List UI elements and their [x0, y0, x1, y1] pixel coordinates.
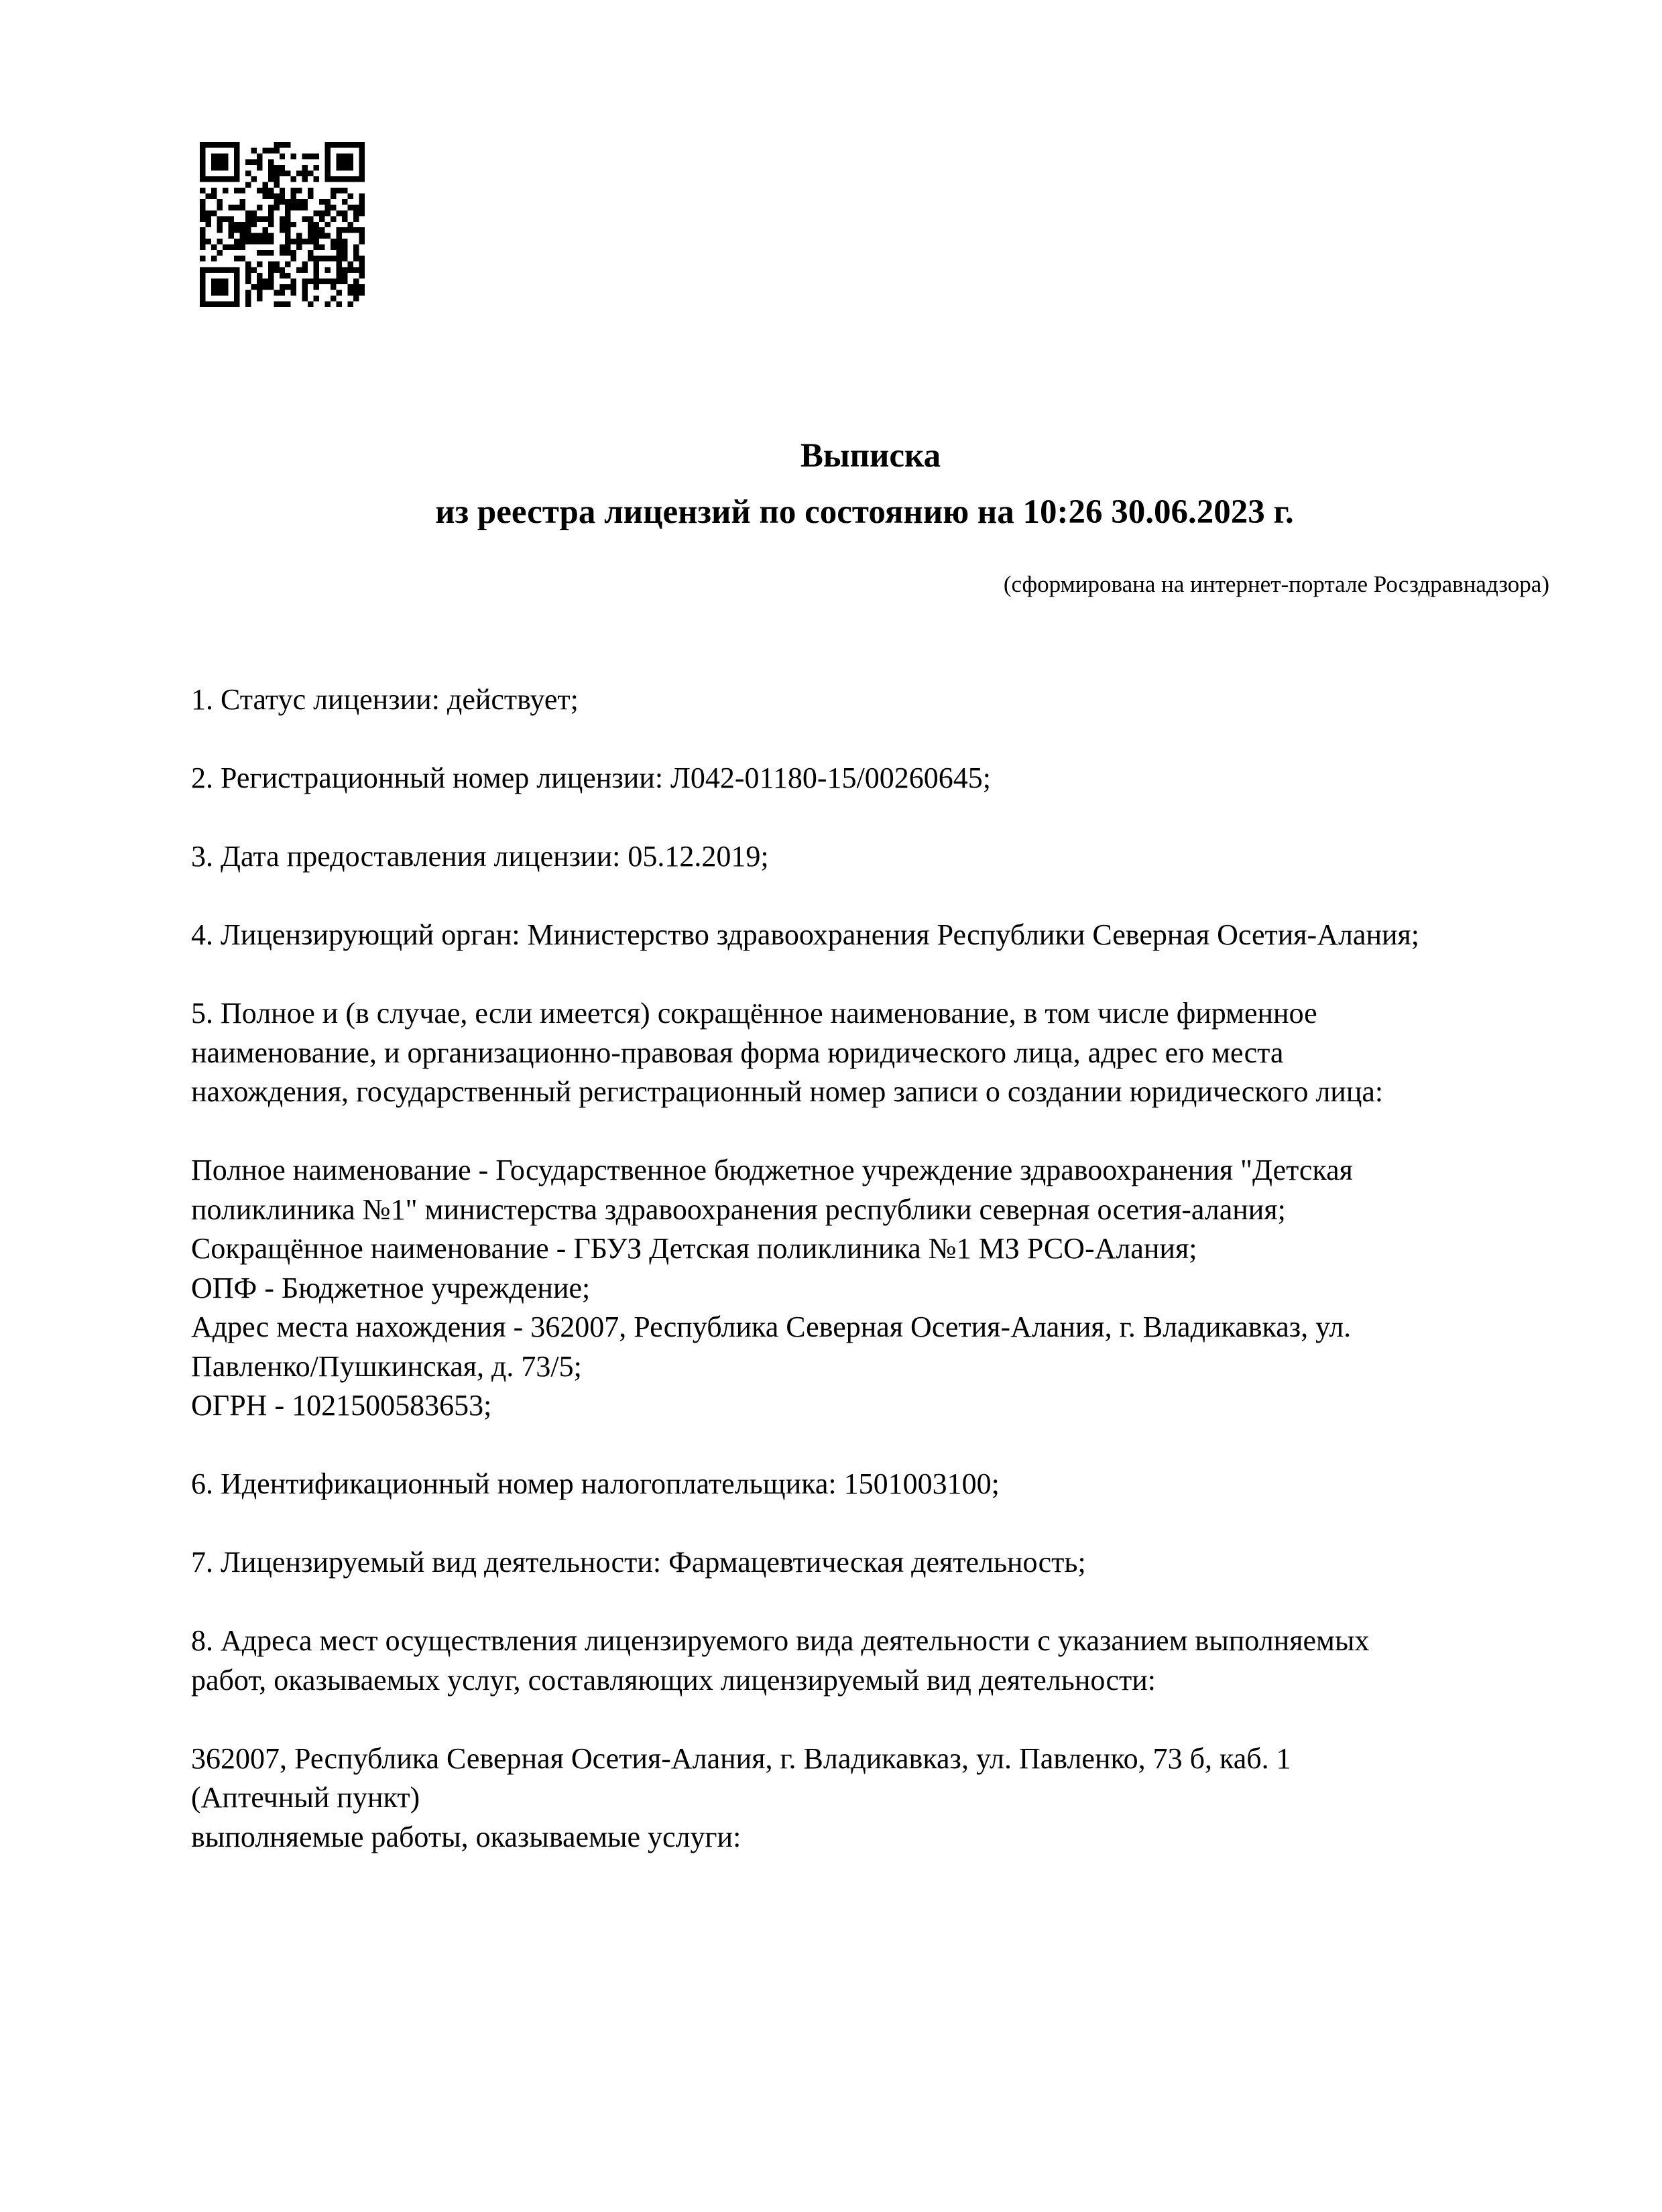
item-license-status: 1. Статус лицензии: действует;: [191, 683, 579, 716]
document-subtitle: (сформирована на интернет-портале Росздравнадзора): [1003, 571, 1549, 597]
item-activity-type: 7. Лицензируемый вид деятельности: Фармацевтическая деятельность;: [191, 1546, 1086, 1579]
qr-code: [200, 142, 365, 307]
item-activity-addresses-heading: 8. Адреса мест осуществления лицензируемого вида деятельности с указанием выполняемых работ, оказываемых услуг, составляющих лицензируемый вид деятельности:: [191, 1624, 1370, 1697]
legal-entity-details: Полное наименование - Государственное бюджетное учреждение здравоохранения "Детская поликлиника №1" министерства здравоохранения республики северная осетия-алания; Сокращённое наименование - ГБУЗ Детская поликлиника №1 МЗ РСО-Алания; ОПФ - Бюджетное учреждение; Адрес места нахождения - 362007, Республика Северная Осетия-Алания, г. Владикавказ, ул. Павленко/Пушкинская, д. 73/5; ОГРН - 1021500583653;: [191, 1154, 1353, 1422]
item-licensing-authority: 4. Лицензирующий орган: Министерство здравоохранения Республики Северная Осетия-Алания;: [191, 918, 1420, 951]
document-body: [191, 680, 1559, 1896]
item-tax-id: 6. Идентификационный номер налогоплательщика: 1501003100;: [191, 1467, 1000, 1500]
title-line-1: Выписка: [800, 437, 941, 475]
item-legal-entity-heading: 5. Полное и (в случае, если имеется) сокращённое наименование, в том числе фирменное наименование, и организационно-правовая форма юридического лица, адрес его места нахождения, государственный регистрационный номер записи о создании юридического лица:: [191, 997, 1384, 1108]
title-line-2: из реестра лицензий по состоянию на 10:26 30.06.2023 г.: [435, 493, 1294, 531]
item-registration-number: 2. Регистрационный номер лицензии: Л042-01180-15/00260645;: [191, 761, 992, 794]
activity-address: 362007, Республика Северная Осетия-Алания, г. Владикавказ, ул. Павленко, 73 б, каб. 1 (Аптечный пункт) выполняемые работы, оказываемые услуги:: [191, 1741, 1291, 1853]
document-title: [0, 428, 1662, 540]
item-issue-date: 3. Дата предоставления лицензии: 05.12.2019;: [191, 840, 769, 873]
